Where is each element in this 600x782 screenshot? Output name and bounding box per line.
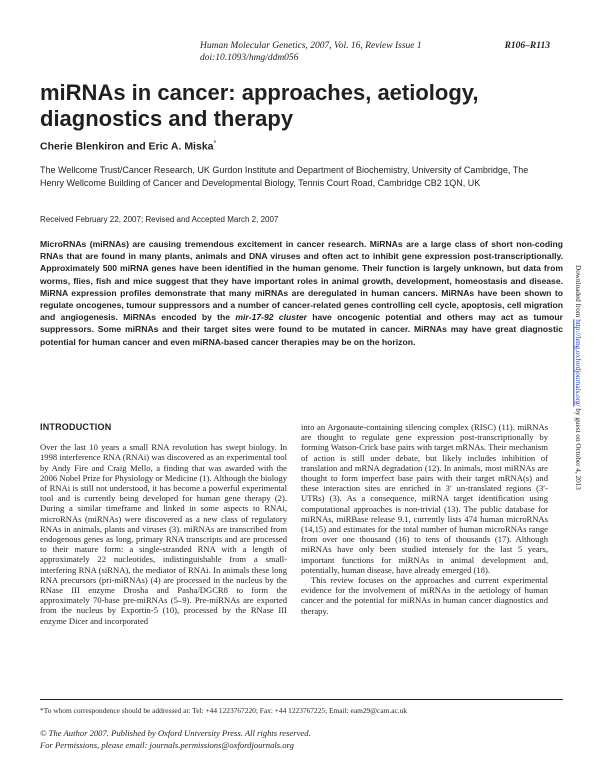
download-suffix: by guest on October 4, 2013 [574, 406, 582, 490]
abstract-part-2: have oncogenic potential and others may act as tumour suppressors. Some miRNAs and their target sites were found to be mutated in cancer. MiRNAs may have great diagnostic potential for human cancer and even miRNA-based cancer therapies may be on the horizon. [40, 312, 563, 347]
body-column-right [301, 422, 548, 616]
page-range: R106–R113 [504, 41, 550, 51]
correspondence-mark: * [213, 140, 217, 147]
section-heading: INTRODUCTION [40, 422, 112, 432]
paragraph: Over the last 10 years a small RNA revolution has swept biology. In 1998 interference RNA (RNAi) was discovered as an experimental tool by Andy Fire and Craig Mello, a finding that was awarded with the 2006 Nobel Prize for Physiology or Medicine (1). Although the biology of RNAi is still not understood, it has become a powerful experimental tool and is currently being developed for human gene therapy (2). During a similar timeframe and linked in some aspects to RNAi, microRNAs (miRNAs) were discovered as a new class of regulatory RNAs in animals, plants and viruses (3). miRNAs are transcribed from endogenous genes as long, primary RNA transcripts and are processed to their mature form: a single-stranded RNA with a length of approximately 22 nucleotides, indistinguishable from a small-interfering RNA (siRNA), the mediator of RNAi. In animals these long RNA precursors (pri-miRNAs) (4) are processed in the nucleus by the RNase III enzyme Drosha and Pasha/DGCR8 to form the approximately 70-base pre-miRNAs (5–9). Pre-miRNAs are exported from the nucleus by Exportin-5 (10), processed by the RNase III enzyme Dicer and incorporated [40, 442, 287, 626]
permissions-line: For Permissions, please email: journals.permissions@oxfordjournals.org [40, 740, 294, 750]
download-link[interactable]: http://hmg.oxfordjournals.org/ [574, 319, 582, 407]
abstract-part-1: MicroRNAs (miRNAs) are causing tremendous excitement in cancer research. MiRNAs are a large class of short non-coding RNAs that are found in many plants, animals and DNA viruses and often act to inhibit gene expression post-transcriptionally. Approximately 500 miRNA genes have been identified in the human genome. Their function is largely unknown, but data from worms, flies, fish and mice suggest that they have important roles in animal growth, development, homeostasis and disease. MiRNA expression profiles demonstrate that many miRNAs are deregulated in human cancers. MiRNAs have been shown to regulate oncogenes, tumour suppressors and a number of cancer-related genes controlling cell cycle, apoptosis, cell migration and angiogenesis. MiRNAs encoded by the [40, 239, 563, 323]
article-title: miRNAs in cancer: approaches, aetiology, diagnostics and therapy [40, 80, 479, 131]
copyright-line: © The Author 2007. Published by Oxford University Press. All rights reserved. [40, 728, 311, 738]
received-dates: Received February 22, 2007; Revised and Accepted March 2, 2007 [40, 215, 279, 224]
paragraph: This review focuses on the approaches and current experimental evidence for the involvement of miRNAs in the aetiology of human cancer and the potential for miRNAs in human cancer diagnostics and therapy. [301, 575, 548, 616]
download-watermark [573, 265, 582, 490]
author-line [40, 140, 216, 153]
abstract [40, 238, 563, 348]
body-column-left [40, 422, 287, 626]
running-header [200, 40, 550, 64]
copyright-notice [40, 727, 311, 751]
footnote-divider [40, 699, 563, 700]
affiliation: The Wellcome Trust/Cancer Research, UK Gurdon Institute and Department of Biochemistry, University of Cambridge, The Henry Wellcome Building of Cancer and Developmental Biology, Tennis Court Road, Cambridge CB2 1QN, UK [40, 165, 529, 188]
author-names: Cherie Blenkiron and Eric A. Miska [40, 140, 214, 153]
journal-citation: Human Molecular Genetics, 2007, Vol. 16, Review Issue 1 [200, 41, 422, 51]
paragraph: into an Argonaute-containing silencing complex (RISC) (11). miRNAs are thought to regulate gene expression post-transcriptionally by forming Watson-Crick base pairs with target mRNAs. Their mechanism of action is still under debate, but likely includes inhibition of translation and mRNA degradation (12). In animals, most miRNAs are thought to form imperfect base pairs with their target mRNA(s) and these interaction sites are enriched in 3′ un-translated regions (3′-UTRs) (3). As a consequence, miRNA target identification using computational approaches is non-trivial (13). The public database for miRNAs, miRBase release 9.1, currently lists 474 human microRNAs (14,15) and estimates for the total number of human microRNAs range from over one thousand (16) to tens of thousands (17). Although miRNAs have only been studied intensely for the last 5 years, important functions for miRNAs in animal development and, potentially, human disease, have already emerged (18). [301, 422, 548, 575]
abstract-cluster-name: mir-17-92 cluster [235, 312, 307, 323]
correspondence-footnote: *To whom correspondence should be addressed at: Tel: +44 1223767220; Fax: +44 1223767225; Email: eam29@cam.ac.uk [40, 706, 408, 715]
doi: doi:10.1093/hmg/ddm056 [200, 53, 299, 63]
download-prefix: Downloaded from [574, 265, 582, 320]
